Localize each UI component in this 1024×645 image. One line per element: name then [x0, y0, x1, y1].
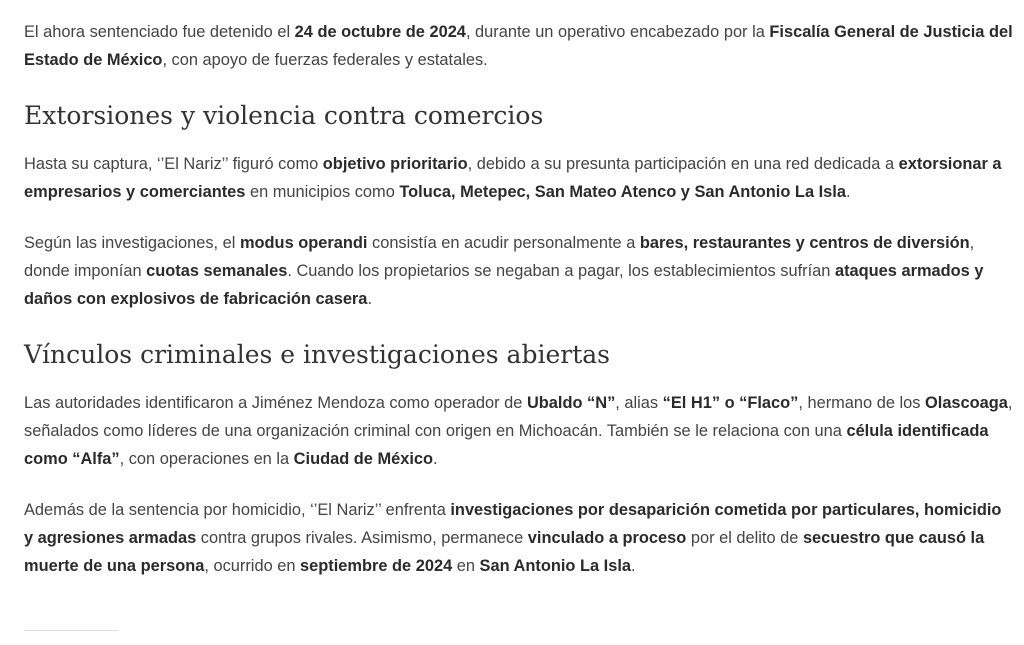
- text-run: Las autoridades identificaron a Jiménez Mendoza como operador de: [24, 394, 527, 412]
- text-run: .: [631, 557, 636, 575]
- text-run: , con operaciones en la: [119, 450, 294, 468]
- paragraph-arrest: [24, 18, 1014, 74]
- bold-text: ataques armados y daños con explosivos de fabricación casera: [24, 262, 984, 308]
- bold-text: Toluca, Metepec, San Mateo Atenco y San Antonio La Isla: [399, 183, 846, 201]
- bold-text: objetivo prioritario: [322, 155, 468, 173]
- text-run: El ahora sentenciado fue detenido el: [24, 23, 295, 41]
- bold-text: célula identificada como “Alfa”: [24, 422, 989, 468]
- text-run: , debido a su presunta participación en una red dedicada a: [467, 155, 899, 173]
- paragraph-investigations: [24, 496, 1014, 580]
- bold-text: Olascoaga: [925, 394, 1008, 412]
- text-run: Según las investigaciones, el: [24, 234, 240, 252]
- heading-criminal-links: Vínculos criminales e investigaciones abiertas: [24, 340, 610, 369]
- text-run: consistía en acudir personalmente a: [367, 234, 640, 252]
- bold-text: cuotas semanales: [146, 262, 288, 280]
- bold-text: San Antonio La Isla: [479, 557, 632, 575]
- text-run: , señalados como líderes de una organización criminal con origen en Michoacán. También se le relaciona con una: [24, 394, 1013, 440]
- text-run: .: [433, 450, 438, 468]
- text-run: . Cuando los propietarios se negaban a pagar, los establecimientos sufrían: [287, 262, 835, 280]
- paragraph-capture: [24, 150, 1014, 206]
- text-run: , ocurrido en: [204, 557, 301, 575]
- text-run: .: [367, 290, 372, 308]
- bold-text: secuestro que causó la muerte de una persona: [24, 529, 985, 575]
- text-run: contra grupos rivales. Asimismo, permanece: [196, 529, 528, 547]
- article-body: [24, 18, 1014, 580]
- bold-text: vinculado a proceso: [527, 529, 687, 547]
- divider: [24, 630, 118, 631]
- paragraph-modus-operandi: [24, 229, 1014, 313]
- text-run: , hermano de los: [798, 394, 926, 412]
- text-run: .: [845, 183, 851, 201]
- text-run: por el delito de: [686, 529, 803, 547]
- bold-text: 24 de octubre de 2024: [294, 23, 466, 41]
- bold-text: “El H1” o “Flaco”: [662, 394, 799, 412]
- bold-text: Fiscalía General de Justicia del Estado de México: [24, 23, 1013, 69]
- bold-text: septiembre de 2024: [300, 557, 453, 575]
- text-run: , alias: [615, 394, 663, 412]
- bold-text: modus operandi: [239, 234, 368, 252]
- paragraph-authorities: [24, 389, 1014, 473]
- text-run: Además de la sentencia por homicidio, ‘’El Nariz’’ enfrenta: [24, 501, 451, 519]
- text-run: , donde imponían: [24, 234, 975, 280]
- text-run: , durante un operativo encabezado por la: [465, 23, 770, 41]
- text-run: , con apoyo de fuerzas federales y estatales.: [162, 51, 488, 69]
- bold-text: bares, restaurantes y centros de diversión: [639, 234, 970, 252]
- text-run: Hasta su captura, ‘’El Nariz’’ figuró como: [24, 155, 323, 173]
- bold-text: Ubaldo “N”: [526, 394, 616, 412]
- text-run: en: [452, 557, 480, 575]
- bold-text: Ciudad de México: [293, 450, 434, 468]
- bold-text: investigaciones por desaparición cometida por particulares, homicidio y agresiones armadas: [24, 501, 1002, 547]
- heading-extortion: Extorsiones y violencia contra comercios: [24, 101, 544, 130]
- bold-text: extorsionar a empresarios y comerciantes: [24, 155, 1002, 201]
- text-run: en municipios como: [245, 183, 400, 201]
